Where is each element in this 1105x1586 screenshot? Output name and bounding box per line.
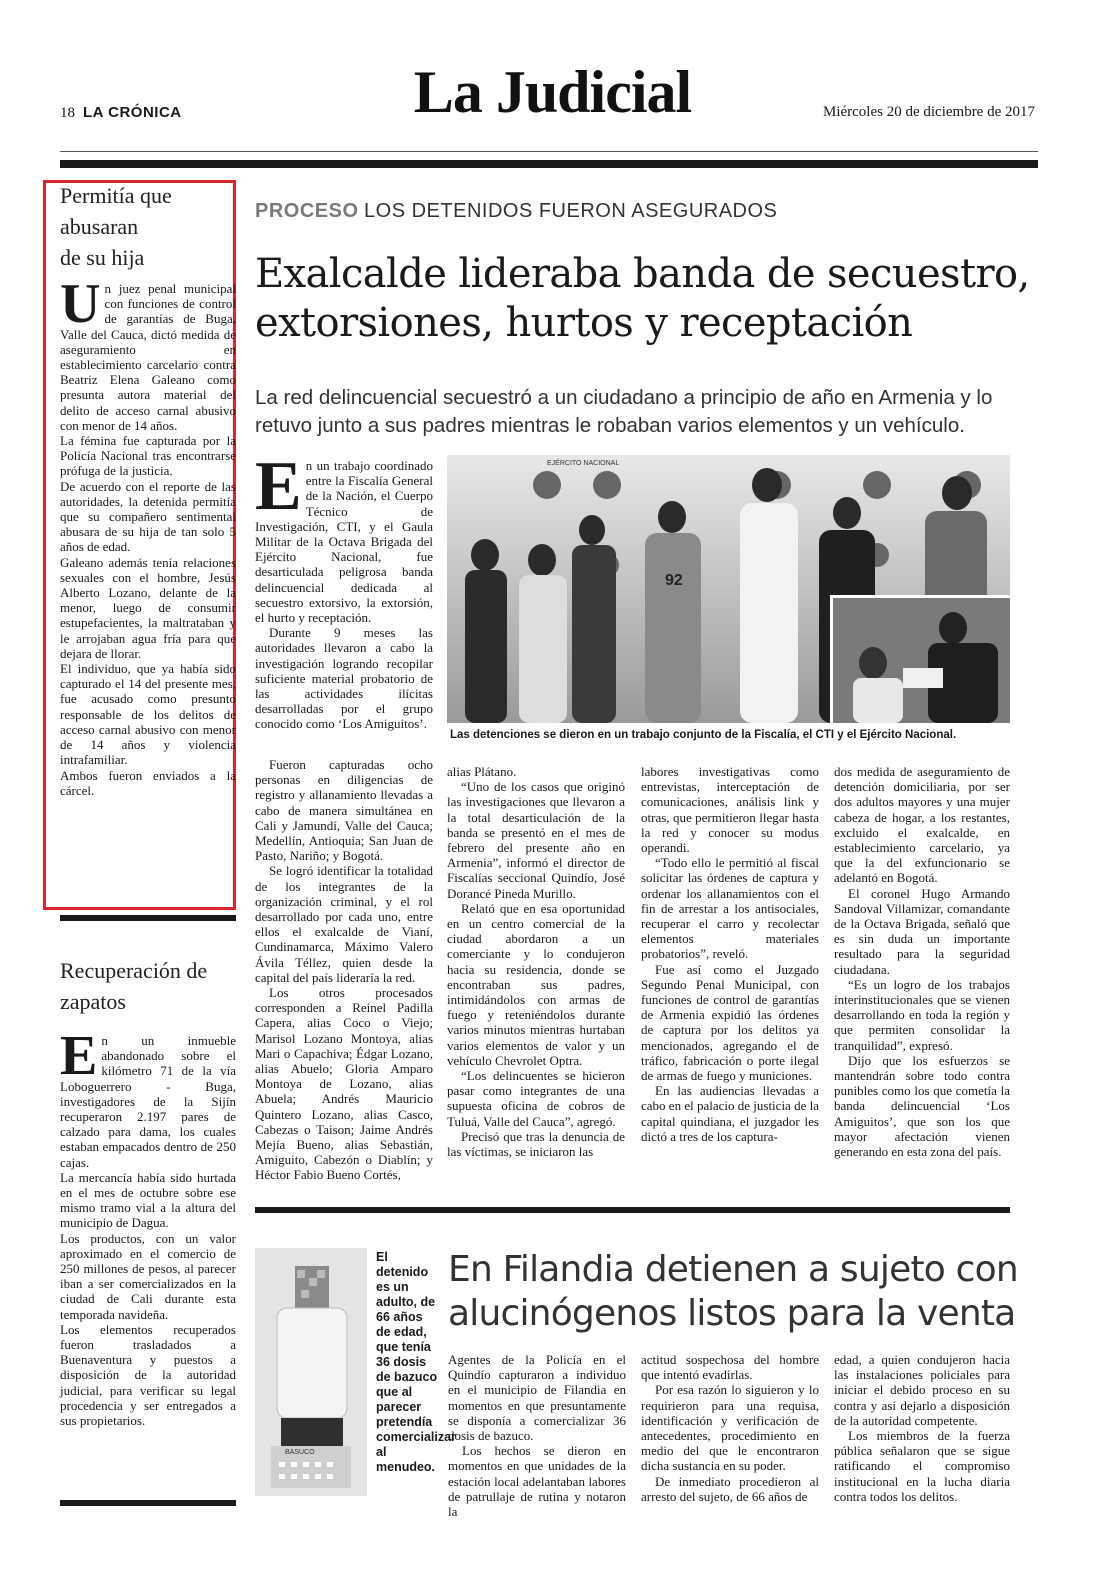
dropcap: U	[60, 273, 101, 335]
inset-photo-illustration	[833, 598, 1010, 723]
main-column-2: alias Plátano. “Uno de los casos que originó las investigaciones que llevaron a la total desarticulación de la banda se presentó en el mes de febrero del presente año en Armenia”, informó el director de Fiscalías seccional Quindío, José Dorancé Pineda Murillo. Relató que en esa oportunidad en un centro comercial de la ciudad abordaron a un comerciante y lo condujeron hacia su residencia, donde se encontraban sus padres, intimidándolos con armas de fuego y reteniéndolos durante varios minutos mientras hurtaban varios elementos de valor y un vehículo Chevrolet Optra. “Los delincuentes se hicieron pasar como integrantes de una supuesta oficina de cobros de Tuluá, Valle del Cauca”, agregó. Precisó que tras la denuncia de las víctimas, se iniciaron las	[447, 764, 625, 1160]
dropcap: E	[255, 448, 302, 525]
issue-date: Miércoles 20 de diciembre de 2017	[822, 104, 1035, 120]
header-rule-thin	[60, 151, 1038, 152]
main-column-3: labores investigativas como entrevistas, interceptación de comunicaciones, análisis link y otras, que permitieron llegar hasta la red y conocer su modus operandi. “Todo ello le permitió al fiscal solicitar las órdenes de captura y ordenar los allanamientos con el fin de arrestar a los antisociales, recuperar el carro y recolectar elementos materiales probatorios”, reveló. Fue así como el Juzgado Segundo Penal Municipal, con funciones de control de garantías de Armenia expidió las órdenes de captura por los delitos ya mencionados, agregando el de tráfico, fabricación o porte ilegal de armas de fuego y municiones. En las audiencias llevadas a cabo en el palacio de justicia de la capital quindiana, el juzgador les dictó a tres de los captura-	[641, 764, 819, 1144]
mid-rule	[255, 1207, 1010, 1213]
side-story-1	[60, 180, 236, 798]
main-photo-caption: Las detenciones se dieron en un trabajo conjunto de la Fiscalía, el CTI y el Ejército Nacional.	[450, 729, 957, 741]
second-photo-caption: El detenido es un adulto, de 66 años de edad, que tenía 36 dosis de bazuco que al parecer pretendía comercializar al menudeo.	[376, 1250, 456, 1474]
side-story-2-body: En un inmueble abandonado sobre el kilómetro 71 de la vía Loboguerrero - Buga, investigadores de la Sijín recuperaron 2.197 pares de calzado para dama, los cuales estaban empacados dentro de 250 cajas. La mercancía había sido hurtada en el mes de octubre sobre ese mismo tramo vial a la altura del municipio de Dagua. Los productos, con un valor aproximado en el comercio de 250 millones de pesos, al parecer iban a ser comercializados en la ciudad de Cali durante esta temporada navideña. Los elementos recuperados fueron trasladados a Buenaventura y puestos a disposición de la autoridad judicial, para verificar su legal procedencia y ser entregados a sus propietarios.	[60, 1025, 236, 1429]
side-separator	[60, 915, 236, 921]
header-rule	[60, 160, 1038, 168]
main-photo	[447, 455, 1010, 723]
main-headline: Exalcalde lideraba banda de secuestro, extorsiones, hurtos y receptación	[255, 251, 1030, 346]
second-column-2: actitud sospechosa del hombre que intentó evadirlas. Por esa razón lo siguieron y lo requirieron para una requisa, identificación y verificación de antecedentes, procedimiento en medio del que le encontraron dicha sustancia en su poder. De inmediato procedieron al arresto del sujeto, de 66 años de	[641, 1352, 819, 1504]
second-column-3: edad, a quien condujeron hacia las instalaciones policiales para iniciar el debido proceso en su contra y así dejarlo a disposición de la autoridad competente. Los miembros de la fuerza pública señalaron que se sigue ratificando el compromiso institucional en la lucha diaria contra todos los delitos.	[834, 1352, 1010, 1504]
main-deck: La red delincuencial secuestró a un ciudadano a principio de año en Armenia y lo retuvo junto a sus padres mientras le robaban varios elementos y un vehículo.	[255, 386, 993, 437]
bag-label: BASUCO	[285, 1449, 315, 1456]
section-masthead: La Judicial	[413, 59, 692, 125]
page-number: 18 LA CRÓNICA	[60, 104, 182, 121]
second-headline: En Filandia detienen a sujeto con alucinógenos listos para la venta	[448, 1249, 1018, 1334]
second-photo	[255, 1248, 367, 1496]
main-column-4: dos medida de aseguramiento de detención domiciliaria, por ser dos adultos mayores y una mujer cabeza de hogar, a los restantes, excluido el exalcalde, en establecimiento carcelario, ya que la del exfuncionario se adelantó en Bogotá. El coronel Hugo Armando Sandoval Villamizar, comandante de la Octava Brigada, señaló que es sin duda un importante resultado para la seguridad ciudadana. “Es un logro de los trabajos interinstitucionales que se vienen desarrollando en toda la región y que permiten consolidar la tranquilidad”, expresó. Dijo que los esfuerzos se mantendrán sobre todo contra punibles como los que cometía la banda delincuencial ‘Los Amiguitos’, que son los que mayor afectación vienen generando en esta zona del país.	[834, 764, 1010, 1160]
paper-name: LA CRÓNICA	[83, 104, 182, 121]
inset-photo	[830, 595, 1010, 723]
dropcap: E	[60, 1025, 98, 1087]
main-column-1-top: En un trabajo coordinado entre la Fiscalía General de la Nación, el Cuerpo Técnico de Investigación, CTI, y el Gaula Militar de la Octava Brigada del Ejército Nacional, fue desarticulada peligrosa banda delincuencial dedicada al secuestro extorsivo, la extorsión, el hurto y receptación. Durante 9 meses las autoridades llevaron a cabo la investigación logrando recopilar suficiente material probatorio de las actividades ilícitas desarrolladas por el grupo conocido como ‘Los Amiguitos’.	[255, 448, 433, 732]
side-story-2-title: Recuperación de zapatos	[60, 958, 208, 1014]
jersey-number: 92	[665, 572, 683, 589]
kicker: PROCESO LOS DETENIDOS FUERON ASEGURADOS	[255, 200, 778, 222]
second-column-1: Agentes de la Policía en el Quindío capturaron a individuo en el municipio de Filandia en momentos en que presuntamente se disponía a comercializar 36 dosis de bazuco. Los hechos se dieron en momentos en que unidades de la estación local adelantaban labores de patrullaje de rutina y notaron la	[448, 1352, 626, 1520]
detained-man-illustration	[255, 1248, 367, 1496]
side-story-2	[60, 955, 236, 1428]
side-separator-bottom	[60, 1500, 236, 1506]
side-story-1-body: Un juez penal municipal con funciones de control de garantías de Buga, Valle del Cauca, dictó medida de aseguramiento en establecimiento carcelario contra Beatriz Elena Galeano como presunta autora material del delito de acceso carnal abusivo con menor de 14 años. La fémina fue capturada por la Policía Nacional tras encontrarse prófuga de la justicia. De acuerdo con el reporte de las autoridades, la detenida permitía que su compañero sentimental abusara de su hija de tan solo 5 años de edad. Galeano además tenía relaciones sexuales con el hombre, Jesús Alberto Lozano, delante de la menor, luego de consumir estupefacientes, la maltrataban y le arrojaban agua fría para que dejara de llorar. El individuo, que ya había sido capturado el 14 del presente mes, fue acusado como presunto responsable de los delitos de acceso carnal abusivo con menor de 14 años y violencia intrafamiliar. Ambos fueron enviados a la cárcel.	[60, 273, 236, 798]
side-story-1-title: Permitía que abusaran de su hija	[60, 183, 172, 270]
main-column-1: Fueron capturadas ocho personas en diligencias de registro y allanamiento llevadas a cabo de manera simultánea en Cali y Jamundí, Valle del Cauca; Medellín, Antioquia; San Juan de Pasto, Nariño; y Bogotá. Se logró identificar la totalidad de los integrantes de la organización criminal, y el rol desarrollado por cada uno, entre ellos el exalcalde de Vianí, Cundinamarca, Máximo Valero Ávila Téllez, quien desde la capital del país lideraría la red. Los otros procesados corresponden a Reinel Padilla Capera, alias Coco o Viejo; Marisol Lozano Montoya, alias Mari o Capachiva; Édgar Lozano, alias Abuelo; Gloria Amparo Montoya de Lozano, alias Abuela; Andrés Mauricio Quintero Lozano, alias Casco, Cabezas o Taison; Jaime Andrés Mejía Bueno, alias Sebastián, Amiguito, Cabezón o Diablín; y Héctor Fabio Bueno Cortés,	[255, 757, 433, 1183]
banner-text: EJÉRCITO NACIONAL	[547, 460, 620, 467]
